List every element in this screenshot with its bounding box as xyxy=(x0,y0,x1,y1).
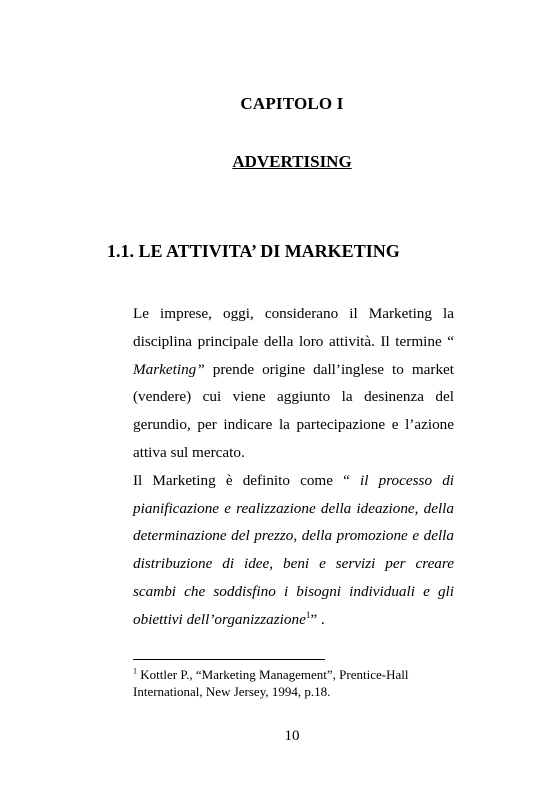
paragraph-2-text: Il Marketing è definito come “ xyxy=(133,471,361,489)
footnote-divider xyxy=(133,659,325,660)
page-number: 10 xyxy=(284,728,300,744)
paragraph-2-end: ” . xyxy=(310,610,325,628)
section-heading: 1.1. LE ATTIVITA’ DI MARKETING xyxy=(107,241,400,261)
footnote-text: Kottler P., “Marketing Management”, Prentice-Hall International, New Jersey, 1994, p.18. xyxy=(133,667,409,699)
body-text xyxy=(133,300,454,634)
chapter-subtitle: ADVERTISING xyxy=(232,152,352,171)
paragraph-1-emphasis: Marketing” xyxy=(133,360,205,378)
footnote-marker: 1 xyxy=(133,666,137,676)
paragraph-2 xyxy=(133,467,454,634)
paragraph-1-text: Le imprese, oggi, considerano il Marketing la disciplina principale della loro attività. Il termine “ xyxy=(133,305,454,350)
paragraph-1 xyxy=(133,300,454,467)
chapter-title: CAPITOLO I xyxy=(240,94,344,113)
footnote xyxy=(133,666,463,700)
footnote-reference[interactable]: 1 xyxy=(305,609,311,620)
definition-quote: il processo di pianificazione e realizzazione della ideazione, della determinazione del prezzo, della promozione e della distribuzione di idee, beni e servizi per creare scambi che soddisfino i bisogni individuali e gli obiettivi dell’organizzazione xyxy=(133,471,455,628)
paragraph-1-rest: prende origine dall’inglese to market (vendere) cui viene aggiunto la desinenza del gerundio, per indicare la partecipazione e l’azione attiva sul mercato. xyxy=(133,360,454,461)
